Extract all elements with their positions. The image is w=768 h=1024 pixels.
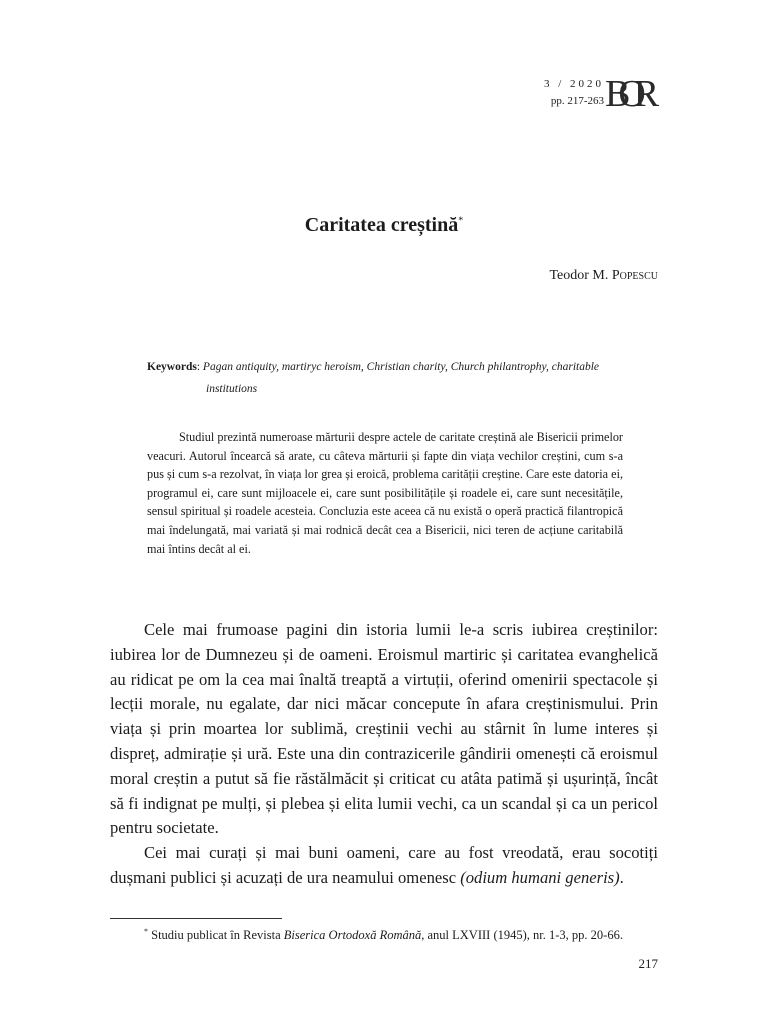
author-name [549,268,658,284]
keywords-list-continued: institutions [206,383,258,395]
body-paragraph-2-main: Cei mai curați și mai buni oameni, care au fost vreodată, erau socotiți dușmani publici și acuzați de ura neamului omenesc [110,843,658,887]
footnote-mark: * [144,927,148,936]
keywords-label: Keywords [147,361,197,373]
keywords-block [147,356,627,400]
footnote-text-after: , anul LXVIII (1945), nr. 1-3, pp. 20-66. [421,928,623,943]
author-last: Popescu [611,268,658,283]
issue-number: 3 / 2020 [543,78,604,90]
page-range: pp. 217-263 [550,95,604,107]
body-text [110,618,658,891]
footnote [144,924,664,943]
author-first: Teodor M. [549,268,612,283]
abstract: Studiul prezintă numeroase mărturii despre actele de caritate creștină ale Bisericii primelor veacuri. Autorul încearcă să arate, cu câteva mărturii și fapte din viața vechilor creștini, cum s-a pus și cum s-a rezolvat, în viața lor grea și eroică, problema carității creștine. Care este datoria ei, programul ei, care sunt mijloacele ei, care sunt posibilitățile și roadele ei, care sunt necesitățile, sensul spiritual și roadele acesteia. Concluzia este aceea că nu există o operă practică filantropică mai îndelungată, mai variată și mai rodnică decât cea a Bisericii, nici teren de acțiune caritabilă mai întins decât al ei. [147,430,623,556]
footnote-divider [110,918,282,919]
journal-header [0,73,768,118]
latin-phrase: (odium humani generis) [460,867,620,887]
article-title [0,214,768,237]
title-text: Caritatea creștină [304,214,459,236]
body-paragraph-1: Cele mai frumoase pagini din istoria lumii le-a scris iubirea creștinilor: iubirea lor de Dumnezeu și de oameni. Eroismul martiric și caritatea evanghelică au ridicat pe om la cea mai înaltă treaptă a virtuții, oferind omenirii spectacole și lecții morale, nu egalate, dar nici măcar concepute în afara creștinismului. Prin viața și prin moartea lor sublimă, creștinii vechi au stârnit în lume interes și dispreț, admirație și ură. Este una din contrazicerile gândirii omenești că eroismul moral creștin a putut să fie răstălmăcit și criticat cu atâta patimă și ușurință, încât să fi indignat pe mulți, și plebea și elita lumii vechi, ca un scandal și ca un pericol pentru societate. [110,620,658,838]
footnote-text-before: Studiu publicat în Revista [148,928,284,943]
body-paragraph-2-end: . [619,867,624,887]
footnote-journal: Biserica Ortodoxă Română [283,928,422,943]
keywords-separator: : [196,361,203,373]
journal-logo: BOR [605,73,648,115]
body-paragraph-2 [110,841,658,891]
page-number: 217 [638,956,658,971]
title-footnote-mark: * [458,215,464,227]
keywords-list: Pagan antiquity, martiryc heroism, Christian charity, Church philantrophy, charitable [202,361,600,373]
